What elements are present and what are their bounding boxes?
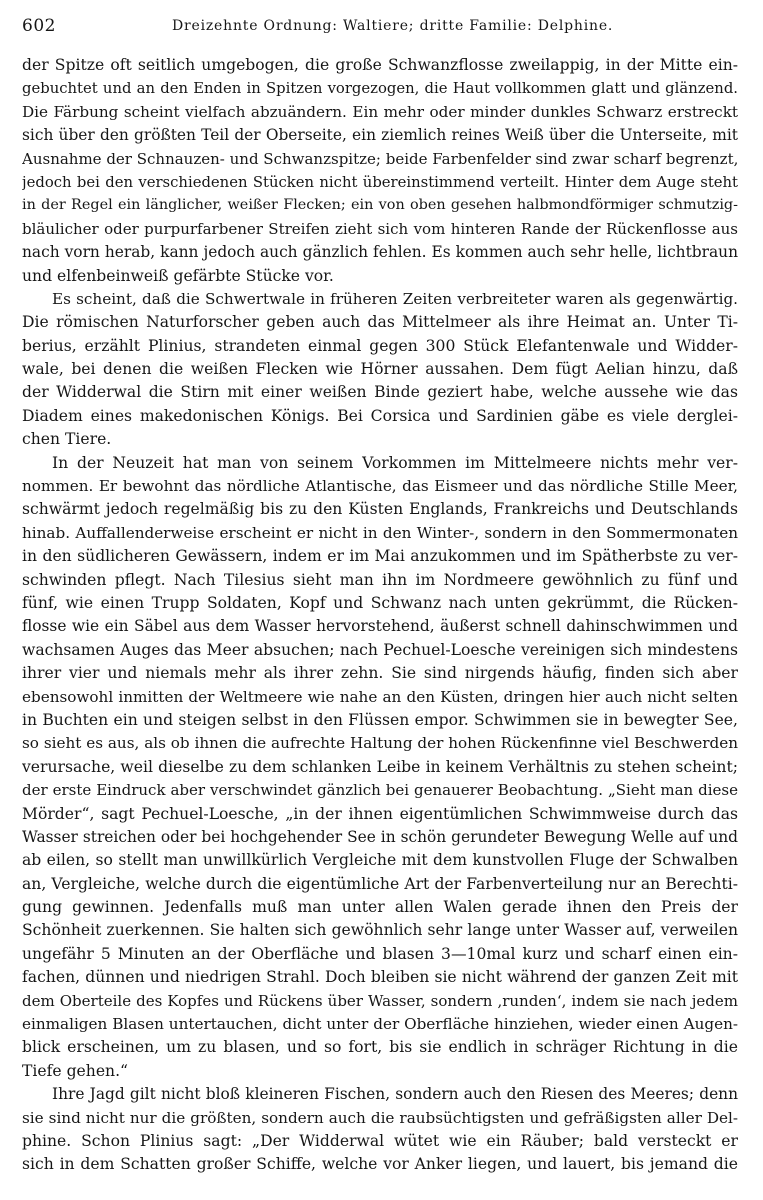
text-line: einmaligen Blasen untertauchen, dicht unter der Oberfläche hinziehen, wieder einen Augen- bbox=[22, 1015, 738, 1034]
text-line: so sieht es aus, als ob ihnen die aufrechte Haltung der hohen Rückenfinne viel Beschwerden bbox=[22, 734, 738, 753]
text-line: an, Vergleiche, welche durch die eigentümliche Art der Farbenverteilung nur an Berechti- bbox=[22, 874, 738, 893]
text-line: wale, bei denen die weißen Flecken wie Hörner aussahen. Dem fügt Aelian hinzu, daß bbox=[22, 360, 738, 379]
paragraph bbox=[22, 54, 738, 288]
running-head: Dreizehnte Ordnung: Waltiere; dritte Familie: Delphine. bbox=[172, 18, 614, 34]
text-line: gung gewinnen. Jedenfalls muß man unter allen Walen gerade ihnen den Preis der bbox=[22, 898, 738, 917]
body-text bbox=[22, 54, 738, 1177]
text-line: fachen, dünnen und niedrigen Strahl. Doch bleiben sie nicht während der ganzen Zeit mit bbox=[22, 968, 738, 987]
text-line: gebuchtet und an den Enden in Spitzen vorgezogen, die Haut vollkommen glatt und glänzend. bbox=[22, 80, 738, 98]
text-line: Ausnahme der Schnauzen- und Schwanzspitze; beide Farbenfelder sind zwar scharf begrenzt, bbox=[22, 149, 738, 168]
paragraph bbox=[22, 288, 738, 452]
text-line: nach vorn herab, kann jedoch auch gänzlich fehlen. Es kommen auch sehr helle, lichtbraun bbox=[22, 243, 738, 262]
page-number: 602 bbox=[22, 16, 56, 36]
text-line: ab eilen, so stellt man unwillkürlich Vergleiche mit dem kunstvollen Fluge der Schwalben bbox=[22, 851, 738, 870]
text-line: ungefähr 5 Minuten an der Oberfläche und blasen 3—10mal kurz und scharf einen ein- bbox=[22, 944, 738, 963]
text-line: in der Regel ein länglicher, weißer Flecken; ein von oben gesehen halbmondförmiger schmutzig- bbox=[22, 197, 738, 214]
text-line: dem Oberteile des Kopfes und Rückens über Wasser, sondern ‚runden‘, indem sie nach jedem bbox=[22, 991, 738, 1010]
text-line: chen Tiere. bbox=[22, 430, 112, 449]
text-line: sie sind nicht nur die größten, sondern auch die raubsüchtigsten und gefräßigsten aller Del- bbox=[22, 1108, 738, 1127]
text-line: und elfenbeinweiß gefärbte Stücke vor. bbox=[22, 266, 334, 285]
text-line: fünf, wie einen Trupp Soldaten, Kopf und Schwanz nach unten gekrümmt, die Rücken- bbox=[22, 593, 738, 612]
text-line: ihrer vier und niemals mehr als ihrer zehn. Sie sind nirgends häufig, finden sich aber bbox=[22, 664, 738, 683]
text-line: Wasser streichen oder bei hochgehender See in schön gerundeter Bewegung Welle auf und bbox=[22, 827, 738, 846]
text-line: der Widderwal die Stirn mit einer weißen Binde geziert habe, welche aussehe wie das bbox=[22, 383, 738, 402]
text-line: der Spitze oft seitlich umgebogen, die große Schwanzflosse zweilappig, in der Mitte ein- bbox=[22, 56, 738, 74]
text-line: wachsamen Auges das Meer absuchen; nach Pechuel-Loesche vereinigen sich mindestens bbox=[22, 640, 738, 659]
text-line: schwärmt jedoch regelmäßig bis zu den Küsten Englands, Frankreichs und Deutschlands bbox=[22, 500, 738, 519]
text-line: Die römischen Naturforscher geben auch das Mittelmeer als ihre Heimat an. Unter Ti- bbox=[22, 313, 738, 332]
text-line: schwinden pflegt. Nach Tilesius sieht man ihn im Nordmeere gewöhnlich zu fünf und bbox=[22, 570, 738, 589]
text-line: in Buchten ein und steigen selbst in den Flüssen empor. Schwimmen sie in bewegter See, bbox=[22, 710, 738, 729]
text-line: der erste Eindruck aber verschwindet gänzlich bei genauerer Beobachtung. „Sieht man diese bbox=[22, 781, 738, 800]
text-line: verursache, weil dieselbe zu dem schlanken Leibe in keinem Verhältnis zu stehen scheint; bbox=[22, 757, 738, 776]
text-line: Schönheit zuerkennen. Sie halten sich gewöhnlich sehr lange unter Wasser auf, verweilen bbox=[22, 921, 738, 940]
text-line: jedoch bei den verschiedenen Stücken nicht übereinstimmend verteilt. Hinter dem Auge steht bbox=[22, 173, 738, 191]
text-line: In der Neuzeit hat man von seinem Vorkommen im Mittelmeere nichts mehr ver- bbox=[52, 453, 738, 472]
text-line: sich in dem Schatten großer Schiffe, welche vor Anker liegen, und lauert, bis jemand die bbox=[22, 1155, 738, 1174]
text-line: bläulicher oder purpurfarbener Streifen zieht sich vom hinteren Rande der Rückenflosse aus bbox=[22, 219, 738, 238]
text-line: flosse wie ein Säbel aus dem Wasser hervorstehend, äußerst schnell dahinschwimmen und bbox=[22, 617, 738, 636]
text-line: Tiefe gehen.“ bbox=[22, 1061, 129, 1080]
page-header bbox=[22, 12, 741, 40]
text-line: Mörder“, sagt Pechuel-Loesche, „in der ihnen eigentümlichen Schwimmweise durch das bbox=[22, 804, 738, 823]
paragraph bbox=[22, 452, 738, 1084]
text-line: Die Färbung scheint vielfach abzuändern. Ein mehr oder minder dunkles Schwarz erstreckt bbox=[22, 102, 738, 121]
text-line: phine. Schon Plinius sagt: „Der Widderwal wütet wie ein Räuber; bald versteckt er bbox=[22, 1131, 738, 1150]
text-line: Ihre Jagd gilt nicht bloß kleineren Fischen, sondern auch den Riesen des Meeres; denn bbox=[52, 1085, 738, 1104]
text-line: sich über den größten Teil der Oberseite, ein ziemlich reines Weiß über die Unterseite, mit bbox=[22, 126, 738, 145]
text-line: berius, erzählt Plinius, strandeten einmal gegen 300 Stück Elefantenwale und Widder- bbox=[22, 336, 738, 355]
text-line: blick erscheinen, um zu blasen, und so fort, bis sie endlich in schräger Richtung in die bbox=[22, 1038, 738, 1057]
text-line: ebensowohl inmitten der Weltmeere wie nahe an den Küsten, dringen hier auch nicht selten bbox=[22, 687, 738, 706]
text-line: Es scheint, daß die Schwertwale in früheren Zeiten verbreiteter waren als gegenwärtig. bbox=[52, 289, 738, 308]
paragraph bbox=[22, 1083, 738, 1177]
text-line: in den südlicheren Gewässern, indem er im Mai anzukommen und im Spätherbste zu ver- bbox=[22, 547, 738, 566]
text-line: nommen. Er bewohnt das nördliche Atlantische, das Eismeer und das nördliche Stille Meer, bbox=[22, 477, 738, 496]
text-line: Diadem eines makedonischen Königs. Bei Corsica und Sardinien gäbe es viele derglei- bbox=[22, 406, 738, 425]
text-line: hinab. Auffallenderweise erscheint er nicht in den Winter-, sondern in den Sommermonaten bbox=[22, 523, 738, 542]
